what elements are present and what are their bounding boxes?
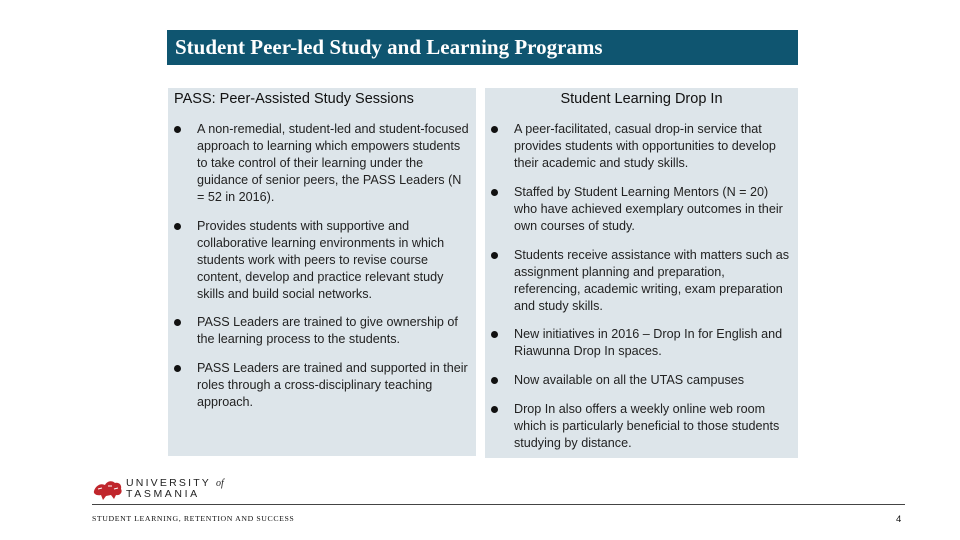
- footer-text: STUDENT LEARNING, RETENTION AND SUCCESS: [92, 514, 295, 523]
- bullet-icon: [491, 377, 498, 384]
- list-item: A non-remedial, student-led and student-focused approach to learning which empowers students to take control of their learning under the guidance of senior peers, the PASS Leaders (N = 52 in 2016).: [168, 121, 476, 206]
- bullet-icon: [174, 319, 181, 326]
- bullet-icon: [174, 223, 181, 230]
- bullet-icon: [491, 126, 498, 133]
- university-logo: [92, 476, 232, 502]
- lion-crest-icon: [92, 477, 124, 501]
- slide-title: Student Peer-led Study and Learning Programs: [175, 35, 603, 59]
- pass-bullet-list: [168, 121, 476, 411]
- logo-tasmania: TASMANIA: [126, 488, 200, 500]
- logo-of: of: [215, 478, 224, 489]
- drop-in-panel: [485, 88, 798, 458]
- bullet-icon: [174, 365, 181, 372]
- list-item: PASS Leaders are trained and supported in their roles through a cross-disciplinary teaching approach.: [168, 360, 476, 411]
- pass-panel: [168, 88, 476, 456]
- bullet-icon: [174, 126, 181, 133]
- bullet-icon: [491, 189, 498, 196]
- logo-university: UNIVERSITY: [126, 477, 211, 489]
- slide-title-bar: [167, 30, 798, 65]
- bullet-icon: [491, 252, 498, 259]
- list-item: Students receive assistance with matters such as assignment planning and preparation, referencing, academic writing, exam preparation and study skills.: [485, 247, 798, 315]
- pass-heading: PASS: Peer-Assisted Study Sessions: [174, 91, 414, 107]
- list-item: Provides students with supportive and collaborative learning environments in which students work with peers to revise course content, develop and practice relevant study skills and build social networks.: [168, 218, 476, 303]
- list-item: New initiatives in 2016 – Drop In for English and Riawunna Drop In spaces.: [485, 326, 798, 360]
- bullet-icon: [491, 406, 498, 413]
- list-item: Drop In also offers a weekly online web room which is particularly beneficial to those students studying by distance.: [485, 401, 798, 452]
- footer-divider: [92, 504, 905, 505]
- list-item: Now available on all the UTAS campuses: [485, 372, 798, 389]
- list-item: Staffed by Student Learning Mentors (N = 20) who have achieved exemplary outcomes in their own courses of study.: [485, 184, 798, 235]
- list-item: PASS Leaders are trained to give ownership of the learning process to the students.: [168, 314, 476, 348]
- bullet-icon: [491, 331, 498, 338]
- page-number: 4: [896, 514, 902, 525]
- list-item: A peer-facilitated, casual drop-in service that provides students with opportunities to develop their academic and study skills.: [485, 121, 798, 172]
- drop-in-bullet-list: [485, 121, 798, 452]
- drop-in-heading: Student Learning Drop In: [560, 91, 723, 107]
